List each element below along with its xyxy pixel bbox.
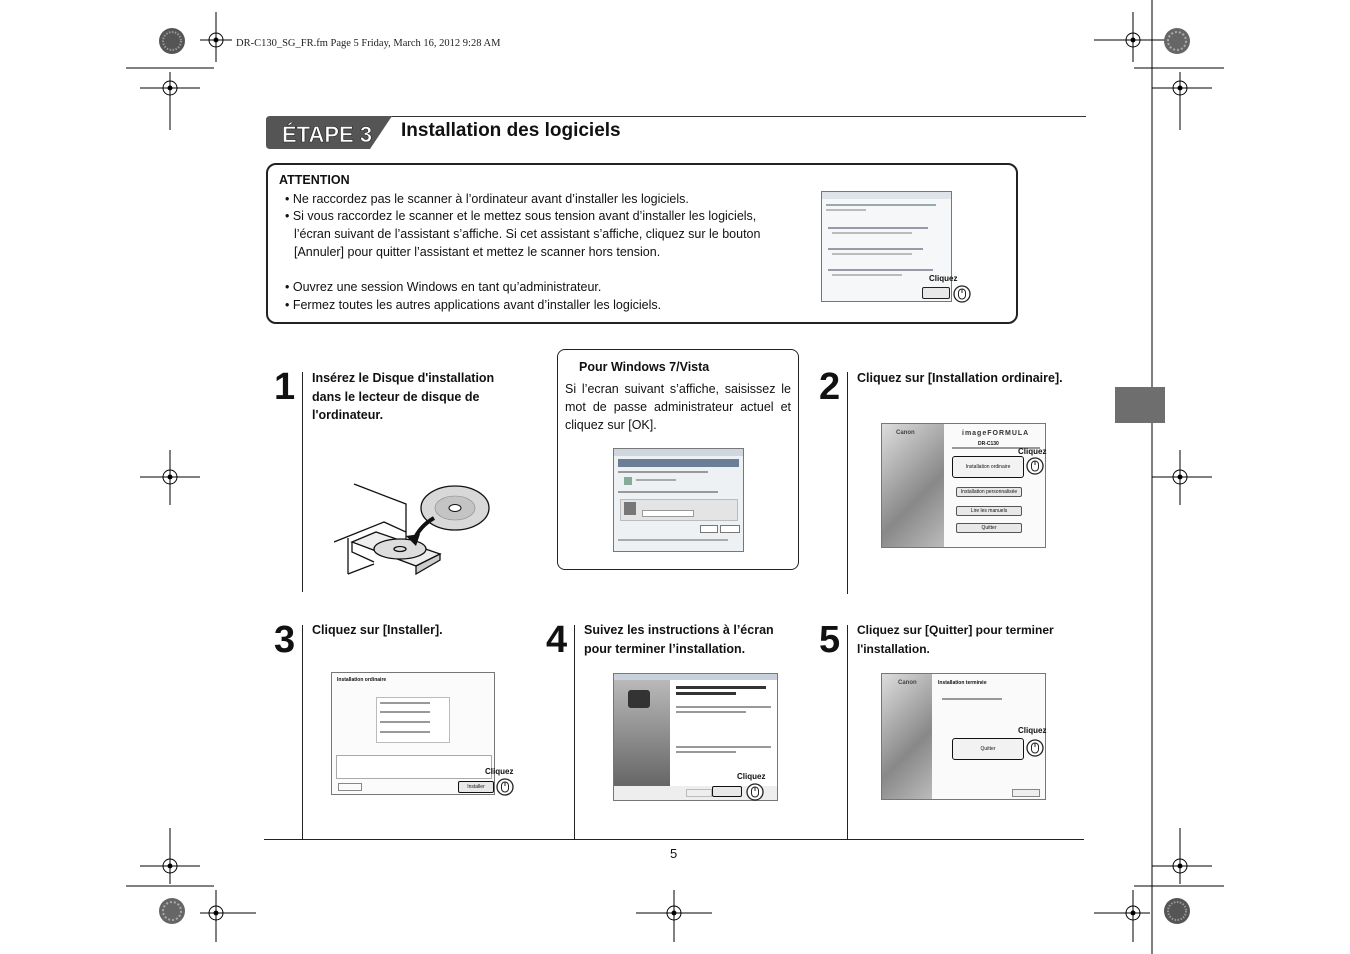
section-tab-marker [1115,387,1165,423]
step-instruction: Cliquez sur [Installer]. [312,623,443,637]
attention-bullet: • Si vous raccordez le scanner et le mettez sous tension avant d’installer les logiciels, [285,209,757,223]
step-number: 4 [546,619,568,661]
mouse-click-icon [495,777,515,797]
mouse-click-icon [745,782,765,802]
file-info-line: DR-C130_SG_FR.fm Page 5 Friday, March 16, 2012 9:28 AM [236,38,501,49]
installation-personnalisee-button[interactable]: Installation personnalisée [956,487,1022,497]
lire-manuels-button[interactable]: Lire les manuels [956,506,1022,516]
hardware-wizard-screenshot [821,191,952,302]
next-button[interactable] [712,786,742,797]
step-number: 5 [819,619,841,661]
windows-note-text: Si l’ecran suivant s’affiche, saisissez le mot de passe administrateur actuel et cliquez sur [OK]. [565,382,791,432]
etape-badge-label: ÉTAPE 3 [282,122,373,147]
step-instruction: Insérez le Disque d'installation dans le lecteur de disque de l'ordinateur. [312,371,495,422]
cliquez-label: Cliquez [929,274,958,283]
attention-bullet: l’écran suivant de l’assistant s’affiche. Si cet assistant s’affiche, cliquez sur le bouton [294,227,761,241]
page-number: 5 [670,846,678,861]
installation-ordinaire-button[interactable]: Installation ordinaire [952,456,1024,478]
install-list-screenshot: Installation ordinaire [331,672,495,795]
install-complete-screenshot: Canon Installation terminée [881,673,1046,800]
mouse-click-icon [952,284,972,304]
installer-button[interactable]: Installer [458,781,494,793]
cd-drive-illustration [334,482,494,578]
section-rule [384,116,1086,117]
cliquez-label: Cliquez [1018,726,1047,735]
section-title: Installation des logiciels [401,120,621,141]
step-divider [302,625,303,839]
cliquez-label: Cliquez [1018,447,1047,456]
mouse-click-icon [1025,738,1045,758]
step-number: 1 [274,366,296,408]
step-divider [574,625,575,839]
step-instruction: Suivez les instructions à l’écran pour terminer l’installation. [584,623,774,656]
mouse-click-icon [1025,456,1045,476]
etape-badge [266,116,392,149]
step-instruction: Cliquez sur [Quitter] pour terminer l'installation. [857,623,1054,656]
quitter-button[interactable]: Quitter [956,523,1022,533]
step-number: 2 [819,366,841,408]
cliquez-label: Cliquez [485,767,514,776]
windows-note-title: Pour Windows 7/Vista [579,360,710,374]
attention-bullet: [Annuler] pour quitter l’assistant et mettez le scanner hors tension. [294,245,661,259]
attention-bullet: • Fermez toutes les autres applications avant d’installer les logiciels. [285,298,662,312]
attention-bullet: • Ne raccordez pas le scanner à l’ordinateur avant d’installer les logiciels. [285,192,689,206]
cancel-button[interactable] [922,287,950,299]
cliquez-label: Cliquez [737,772,766,781]
step-number: 3 [274,619,296,661]
uac-dialog-screenshot [613,448,744,552]
step-instruction: Cliquez sur [Installation ordinaire]. [857,371,1063,385]
attention-bullet: • Ouvrez une session Windows en tant qu’administrateur. [285,280,602,294]
step-divider [847,625,848,839]
install-menu-screenshot: Canon imageFORMULA DR-C130 [881,423,1046,548]
step-divider [847,372,848,594]
quitter-final-button[interactable]: Quitter [952,738,1024,760]
step-divider [302,372,303,592]
footer-rule [264,839,1084,840]
attention-title: ATTENTION [279,173,350,187]
